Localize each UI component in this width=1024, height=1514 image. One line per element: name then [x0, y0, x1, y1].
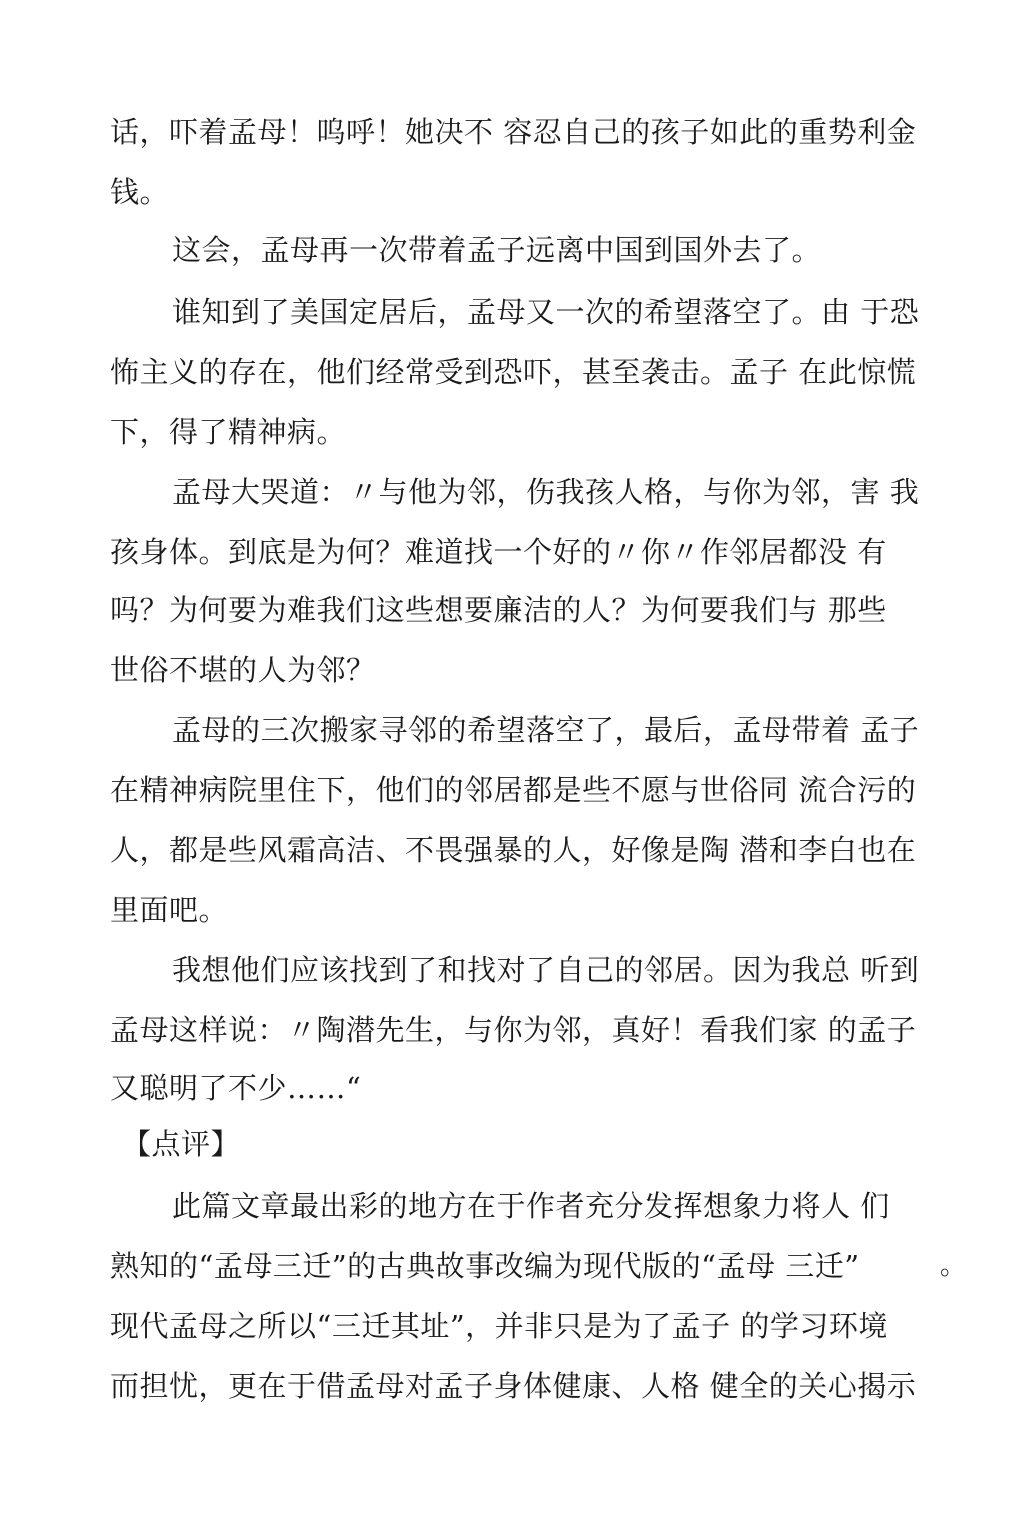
text-line: 话，吓着孟母！呜呼！她决不 容忍自己的孩子如此的重势利金	[110, 115, 917, 149]
text-line: 世俗不堪的人为邻？	[110, 653, 376, 687]
paragraph-line: 谁知到了美国定居后，孟母又一次的希望落空了。由 于恐	[172, 295, 920, 329]
text-line: 在精神病院里住下，他们的邻居都是些不愿与世俗同 流合污的	[110, 773, 917, 807]
text-line: 下，得了精神病。	[110, 415, 347, 449]
paragraph-line: 我想他们应该找到了和找对了自己的邻居。因为我总 听到	[172, 953, 920, 987]
paragraph-line: 孟母的三次搬家寻邻的希望落空了，最后，孟母带着 孟子	[172, 713, 920, 747]
section-heading: 【点评】	[122, 1127, 241, 1161]
text-line: 里面吧。	[110, 893, 229, 927]
text-line: 现代孟母之所以“三迁其址”，并非只是为了孟子 的学习环境	[110, 1309, 888, 1343]
text-line: 吗？为何要为难我们这些想要廉洁的人？为何要我们与 那些	[110, 593, 887, 627]
text-line: 钱。	[110, 175, 170, 209]
text-line: 孟母这样说：〃陶潜先生，与你为邻，真好！看我们家 的孟子	[110, 1013, 917, 1047]
text-line: 熟知的“孟母三迁”的古典故事改编为现代版的“孟母 三迁”	[110, 1249, 860, 1283]
paragraph-line: 此篇文章最出彩的地方在于作者充分发挥想象力将人 们	[172, 1189, 890, 1223]
text-line: 而担忧，更在于借孟母对孟子身体健康、人格 健全的关心揭示	[110, 1369, 917, 1403]
text-line: 孩身体。到底是为何？难道找一个好的〃你〃作邻居都没 有	[110, 535, 887, 569]
paragraph-line: 这会，孟母再一次带着孟子远离中国到国外去了。	[172, 233, 822, 267]
text-line: 又聪明了不少……“	[110, 1071, 362, 1105]
trailing-period: 。	[940, 1251, 967, 1281]
text-line: 人，都是些风霜高洁、不畏强暴的人，好像是陶 潜和李白也在	[110, 833, 917, 867]
paragraph-line: 孟母大哭道：〃与他为邻，伤我孩人格，与你为邻，害 我	[172, 475, 920, 509]
text-line: 怖主义的存在，他们经常受到恐吓，甚至袭击。孟子 在此惊慌	[110, 355, 917, 389]
